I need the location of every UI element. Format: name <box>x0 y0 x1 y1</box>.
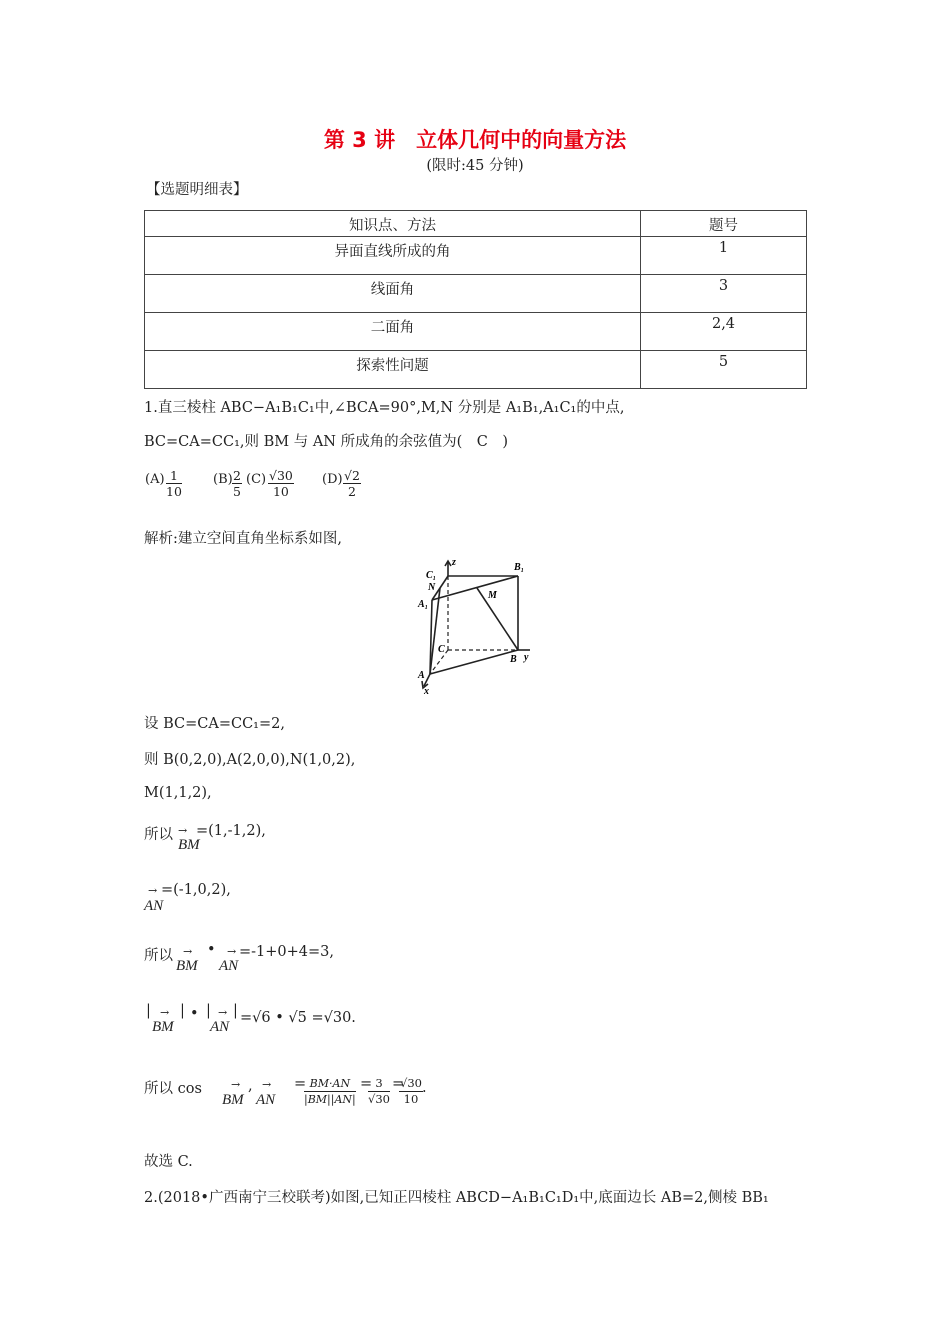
solution-line4-prefix: 所以 <box>144 827 173 843</box>
solution-line6-prefix: 所以 <box>144 948 173 964</box>
label-z: z <box>452 557 456 568</box>
table-cell: 2,4 <box>641 313 807 351</box>
comma: , <box>248 1078 253 1094</box>
cos-fraction-num: √30 <box>400 1076 422 1090</box>
option-d-num: √2 <box>344 468 360 483</box>
segment-bm <box>477 588 518 650</box>
option-c-den: 10 <box>272 484 289 499</box>
time-limit: (限时:45 分钟) <box>426 158 524 174</box>
cos-fraction-num: BM·AN <box>304 1076 356 1092</box>
cos-fraction <box>368 1076 390 1107</box>
option-c-num: √30 <box>269 468 293 483</box>
table-cell: 探索性问题 <box>145 351 641 389</box>
table-cell: 5 <box>641 351 807 389</box>
vector-an: AN <box>210 1019 230 1035</box>
cos-fraction-num: 3 <box>368 1076 390 1092</box>
vector-an: AN <box>144 898 164 914</box>
table-cell: 1 <box>641 237 807 275</box>
option-d-den: 2 <box>347 484 356 499</box>
dot-operator: • <box>207 942 216 958</box>
vector-arrow: → <box>218 1006 228 1019</box>
vector-arrow: → <box>262 1078 272 1091</box>
topic-table <box>144 210 807 389</box>
label-a: A <box>418 670 425 681</box>
cos-fraction-den: 10 <box>403 1092 419 1106</box>
label-b: B <box>510 654 517 665</box>
vector-arrow: → <box>227 945 237 958</box>
vector-bm: BM <box>222 1092 244 1108</box>
solution-line8-prefix: 所以 cos <box>144 1081 202 1097</box>
vector-bm: BM <box>176 958 198 974</box>
vector-arrow: → <box>183 945 193 958</box>
solution-conclusion: 故选 C. <box>144 1154 193 1170</box>
vector-bm: BM <box>178 837 200 853</box>
abs-bar: | <box>206 1003 211 1019</box>
solution-line4-value: =(1,-1,2), <box>196 823 266 839</box>
option-b-num: 2 <box>233 468 241 483</box>
table-cell: 线面角 <box>145 275 641 313</box>
label-c: C <box>438 644 445 655</box>
vector-arrow: → <box>160 1006 170 1019</box>
equals-sign: = <box>392 1076 405 1092</box>
label-x: x <box>424 686 429 697</box>
vector-bm: BM <box>152 1019 174 1035</box>
table-row <box>145 237 807 275</box>
table-cell: 3 <box>641 275 807 313</box>
option-a-num: 1 <box>166 468 182 484</box>
solution-line6-value: =-1+0+4=3, <box>239 944 335 960</box>
table-caption: 【选题明细表】 <box>146 182 248 198</box>
table-row <box>145 275 807 313</box>
label-c1: C₁ <box>426 570 437 581</box>
option-c-fraction <box>268 468 294 499</box>
option-c-label: (C) <box>246 472 267 487</box>
cos-fraction <box>304 1076 356 1107</box>
solution-line7-value: =√6 • √5 =√30. <box>240 1010 356 1026</box>
option-b-fraction <box>232 468 242 499</box>
equals-sign: = <box>294 1076 307 1092</box>
label-y: y <box>524 652 529 663</box>
label-n: N <box>428 582 436 593</box>
table-header-number: 题号 <box>641 211 807 237</box>
q1-stem-line1: 1.直三棱柱 ABC−A₁B₁C₁中,∠BCA=90°,M,N 分别是 A₁B₁,A₁C₁的中点, <box>144 400 625 416</box>
option-b-label: (B) <box>213 472 233 487</box>
solution-intro: 解析:建立空间直角坐标系如图, <box>144 531 342 547</box>
option-a-den: 10 <box>166 484 182 499</box>
label-a1: A₁ <box>418 599 429 610</box>
solution-line2: 则 B(0,2,0),A(2,0,0),N(1,0,2), <box>144 752 356 768</box>
vector-an: AN <box>219 958 239 974</box>
solution-line5-value: =(-1,0,2), <box>161 882 231 898</box>
vector-an: AN <box>256 1092 276 1108</box>
cos-fraction-den: √30 <box>368 1092 390 1106</box>
table-cell: 异面直线所成的角 <box>145 237 641 275</box>
cos-fraction <box>399 1076 423 1107</box>
page-title: 第 3 讲 立体几何中的向量方法 <box>323 128 627 152</box>
q1-stem-line2: BC=CA=CC₁,则 BM 与 AN 所成角的余弦值为( C ) <box>144 434 508 450</box>
option-d-fraction <box>343 468 361 499</box>
table-header-row <box>145 211 807 237</box>
period: . <box>422 1080 427 1096</box>
option-d-label: (D) <box>322 472 343 487</box>
label-m: M <box>488 590 497 601</box>
option-b-den: 5 <box>233 484 241 499</box>
solution-line1: 设 BC=CA=CC₁=2, <box>144 716 285 732</box>
label-b1: B₁ <box>514 562 525 573</box>
table-row <box>145 313 807 351</box>
vector-arrow: → <box>178 824 188 837</box>
dot-operator: • <box>190 1006 199 1022</box>
q2-stem-line1: 2.(2018•广西南宁三校联考)如图,已知正四棱柱 ABCD−A₁B₁C₁D₁中,底面边长 AB=2,侧棱 BB₁ <box>144 1190 769 1206</box>
option-a-label: (A) <box>145 472 165 487</box>
cos-fraction-den: |BM||AN| <box>304 1093 356 1106</box>
table-cell: 二面角 <box>145 313 641 351</box>
abs-bar: | <box>180 1003 185 1019</box>
vector-arrow: → <box>231 1078 241 1091</box>
table-row <box>145 351 807 389</box>
table-header-topic: 知识点、方法 <box>145 211 641 237</box>
prism-figure <box>410 552 540 697</box>
option-a-fraction <box>166 468 182 499</box>
abs-bar: | <box>146 1003 151 1019</box>
equals-sign: = <box>360 1076 373 1092</box>
solution-line3: M(1,1,2), <box>144 785 212 801</box>
abs-bar: | <box>233 1003 238 1019</box>
vector-arrow: → <box>148 884 158 897</box>
